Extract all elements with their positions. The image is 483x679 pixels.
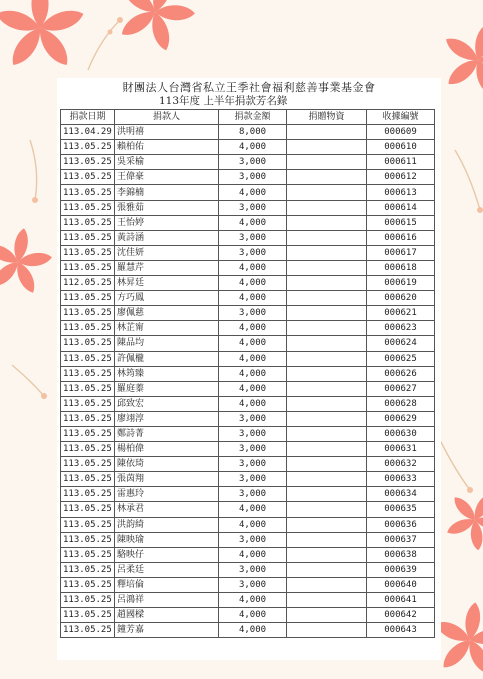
- cell-date: 113.05.25: [61, 321, 115, 336]
- cell-donor: 駱映仔: [115, 547, 219, 562]
- cell-donor: 邱致宏: [115, 396, 219, 411]
- table-row: [61, 426, 435, 441]
- cell-item: [287, 366, 367, 381]
- table-row: [61, 562, 435, 577]
- document-sheet: [57, 78, 441, 660]
- cell-item: [287, 276, 367, 291]
- cell-receipt: 000638: [367, 547, 435, 562]
- cell-amount: 4,000: [219, 291, 287, 306]
- column-header-donor: 捐款人: [115, 110, 219, 125]
- cell-receipt: 000618: [367, 260, 435, 275]
- table-row: [61, 547, 435, 562]
- cell-receipt: 000609: [367, 125, 435, 140]
- cell-amount: 4,000: [219, 336, 287, 351]
- cell-item: [287, 411, 367, 426]
- table-row: [61, 381, 435, 396]
- cell-amount: 3,000: [219, 562, 287, 577]
- cell-date: 113.05.25: [61, 170, 115, 185]
- cell-amount: 4,000: [219, 276, 287, 291]
- cell-receipt: 000634: [367, 487, 435, 502]
- table-row: [61, 608, 435, 623]
- document-title: 財團法人台灣省私立王季社會福利慈善事業基金會: [122, 81, 376, 94]
- cell-donor: 釋培倫: [115, 577, 219, 592]
- table-row: [61, 276, 435, 291]
- cell-date: 113.05.25: [61, 245, 115, 260]
- cell-donor: 方巧鳳: [115, 291, 219, 306]
- cell-date: 113.05.25: [61, 411, 115, 426]
- cell-date: 113.05.25: [61, 351, 115, 366]
- cell-receipt: 000628: [367, 396, 435, 411]
- cell-donor: 李錦楠: [115, 185, 219, 200]
- cell-donor: 林芷甯: [115, 321, 219, 336]
- cell-donor: 呂柔廷: [115, 562, 219, 577]
- table-body: [61, 125, 435, 638]
- cell-receipt: 000615: [367, 215, 435, 230]
- cell-amount: 3,000: [219, 230, 287, 245]
- cell-item: [287, 577, 367, 592]
- cell-date: 113.05.25: [61, 260, 115, 275]
- table-row: [61, 215, 435, 230]
- table-header-row: [61, 110, 435, 125]
- cell-receipt: 000626: [367, 366, 435, 381]
- cell-date: 113.05.25: [61, 215, 115, 230]
- cell-donor: 廖佩慈: [115, 306, 219, 321]
- cell-date: 113.05.25: [61, 291, 115, 306]
- cell-donor: 洪韵綺: [115, 517, 219, 532]
- cell-item: [287, 140, 367, 155]
- cell-donor: 羅庭蓁: [115, 381, 219, 396]
- cell-donor: 洪明禧: [115, 125, 219, 140]
- table-row: [61, 230, 435, 245]
- table-row: [61, 291, 435, 306]
- cell-amount: 3,000: [219, 411, 287, 426]
- cell-item: [287, 502, 367, 517]
- cell-donor: 王偉豪: [115, 170, 219, 185]
- cell-item: [287, 260, 367, 275]
- table-row: [61, 623, 435, 638]
- cell-date: 113.05.25: [61, 336, 115, 351]
- cell-receipt: 000635: [367, 502, 435, 517]
- cell-date: 113.04.29: [61, 125, 115, 140]
- cell-item: [287, 396, 367, 411]
- cell-amount: 4,000: [219, 185, 287, 200]
- cell-date: 113.05.25: [61, 426, 115, 441]
- table-row: [61, 155, 435, 170]
- cell-date: 113.05.25: [61, 532, 115, 547]
- table-row: [61, 502, 435, 517]
- cell-date: 113.05.25: [61, 155, 115, 170]
- cell-date: 113.05.25: [61, 381, 115, 396]
- cell-date: 112.05.25: [61, 276, 115, 291]
- cell-donor: 林承君: [115, 502, 219, 517]
- cell-receipt: 000632: [367, 457, 435, 472]
- cell-date: 113.05.25: [61, 230, 115, 245]
- cell-donor: 鄭詩菁: [115, 426, 219, 441]
- cell-item: [287, 230, 367, 245]
- cell-amount: 4,000: [219, 396, 287, 411]
- cell-amount: 4,000: [219, 623, 287, 638]
- cell-amount: 3,000: [219, 457, 287, 472]
- table-row: [61, 411, 435, 426]
- flower-icon: [0, 222, 58, 299]
- cell-date: 113.05.25: [61, 608, 115, 623]
- cell-date: 113.05.25: [61, 396, 115, 411]
- cell-item: [287, 200, 367, 215]
- cell-item: [287, 306, 367, 321]
- table-row: [61, 396, 435, 411]
- cell-item: [287, 608, 367, 623]
- column-header-amount: 捐款金額: [219, 110, 287, 125]
- table-row: [61, 472, 435, 487]
- cell-item: [287, 215, 367, 230]
- cell-amount: 4,000: [219, 547, 287, 562]
- cell-donor: 張茵翔: [115, 472, 219, 487]
- cell-amount: 4,000: [219, 502, 287, 517]
- cell-item: [287, 155, 367, 170]
- cell-receipt: 000620: [367, 291, 435, 306]
- column-header-receipt: 收據編號: [367, 110, 435, 125]
- table-row: [61, 442, 435, 457]
- cell-donor: 雷惠玲: [115, 487, 219, 502]
- cell-donor: 沈佳妍: [115, 245, 219, 260]
- cell-amount: 3,000: [219, 426, 287, 441]
- cell-amount: 3,000: [219, 442, 287, 457]
- cell-amount: 3,000: [219, 532, 287, 547]
- table-row: [61, 532, 435, 547]
- cell-date: 113.05.25: [61, 185, 115, 200]
- cell-receipt: 000636: [367, 517, 435, 532]
- cell-receipt: 000641: [367, 593, 435, 608]
- cell-amount: 4,000: [219, 381, 287, 396]
- cell-receipt: 000629: [367, 411, 435, 426]
- cell-item: [287, 517, 367, 532]
- cell-item: [287, 487, 367, 502]
- cell-receipt: 000642: [367, 608, 435, 623]
- cell-item: [287, 562, 367, 577]
- cell-amount: 4,000: [219, 366, 287, 381]
- cell-donor: 楊柏偉: [115, 442, 219, 457]
- cell-date: 113.05.25: [61, 140, 115, 155]
- cell-donor: 林昇廷: [115, 276, 219, 291]
- cell-item: [287, 593, 367, 608]
- cell-date: 113.05.25: [61, 623, 115, 638]
- cell-amount: 4,000: [219, 260, 287, 275]
- cell-item: [287, 472, 367, 487]
- cell-item: [287, 336, 367, 351]
- cell-donor: 羅慧芹: [115, 260, 219, 275]
- column-header-item: 捐贈物資: [287, 110, 367, 125]
- cell-item: [287, 381, 367, 396]
- cell-receipt: 000625: [367, 351, 435, 366]
- cell-item: [287, 457, 367, 472]
- cell-receipt: 000637: [367, 532, 435, 547]
- table-row: [61, 577, 435, 592]
- cell-receipt: 000630: [367, 426, 435, 441]
- cell-donor: 王怡婷: [115, 215, 219, 230]
- cell-amount: 3,000: [219, 155, 287, 170]
- cell-amount: 4,000: [219, 351, 287, 366]
- table-row: [61, 487, 435, 502]
- cell-item: [287, 321, 367, 336]
- cell-amount: 4,000: [219, 608, 287, 623]
- cell-donor: 許佩櫳: [115, 351, 219, 366]
- cell-donor: 賴柏佑: [115, 140, 219, 155]
- cell-donor: 黃詩涵: [115, 230, 219, 245]
- cell-amount: 3,000: [219, 306, 287, 321]
- cell-receipt: 000611: [367, 155, 435, 170]
- cell-receipt: 000614: [367, 200, 435, 215]
- cell-date: 113.05.25: [61, 562, 115, 577]
- cell-donor: 廖翊淳: [115, 411, 219, 426]
- cell-amount: 4,000: [219, 140, 287, 155]
- cell-receipt: 000612: [367, 170, 435, 185]
- cell-receipt: 000617: [367, 245, 435, 260]
- cell-item: [287, 125, 367, 140]
- cell-receipt: 000633: [367, 472, 435, 487]
- cell-item: [287, 291, 367, 306]
- cell-date: 113.05.25: [61, 487, 115, 502]
- table-row: [61, 351, 435, 366]
- table-row: [61, 140, 435, 155]
- cell-donor: 陳依琦: [115, 457, 219, 472]
- table-row: [61, 245, 435, 260]
- cell-receipt: 000639: [367, 562, 435, 577]
- table-row: [61, 200, 435, 215]
- cell-donor: 林筠臻: [115, 366, 219, 381]
- cell-receipt: 000631: [367, 442, 435, 457]
- cell-amount: 4,000: [219, 321, 287, 336]
- cell-amount: 3,000: [219, 200, 287, 215]
- donation-table: [60, 109, 435, 638]
- cell-date: 113.05.25: [61, 442, 115, 457]
- cell-item: [287, 623, 367, 638]
- table-row: [61, 517, 435, 532]
- column-header-date: 捐款日期: [61, 110, 115, 125]
- cell-date: 113.05.25: [61, 577, 115, 592]
- flower-icon: [105, 0, 207, 60]
- cell-donor: 吳采榆: [115, 155, 219, 170]
- cell-item: [287, 185, 367, 200]
- cell-item: [287, 547, 367, 562]
- table-row: [61, 593, 435, 608]
- cell-amount: 4,000: [219, 517, 287, 532]
- cell-item: [287, 170, 367, 185]
- cell-date: 113.05.25: [61, 502, 115, 517]
- cell-date: 113.05.25: [61, 593, 115, 608]
- cell-amount: 4,000: [219, 215, 287, 230]
- cell-donor: 陳映瑜: [115, 532, 219, 547]
- cell-amount: 3,000: [219, 170, 287, 185]
- cell-date: 113.05.25: [61, 306, 115, 321]
- cell-donor: 張雅茹: [115, 200, 219, 215]
- cell-amount: 3,000: [219, 487, 287, 502]
- cell-receipt: 000640: [367, 577, 435, 592]
- flower-icon: [0, 0, 86, 70]
- cell-donor: 陳品均: [115, 336, 219, 351]
- cell-receipt: 000613: [367, 185, 435, 200]
- table-row: [61, 260, 435, 275]
- cell-receipt: 000621: [367, 306, 435, 321]
- cell-receipt: 000643: [367, 623, 435, 638]
- table-row: [61, 185, 435, 200]
- table-row: [61, 321, 435, 336]
- cell-item: [287, 442, 367, 457]
- cell-date: 113.05.25: [61, 517, 115, 532]
- cell-amount: 8,000: [219, 125, 287, 140]
- table-row: [61, 306, 435, 321]
- cell-amount: 3,000: [219, 245, 287, 260]
- cell-receipt: 000619: [367, 276, 435, 291]
- table-row: [61, 125, 435, 140]
- cell-donor: 趙國樑: [115, 608, 219, 623]
- cell-donor: 鐘芳嘉: [115, 623, 219, 638]
- table-row: [61, 366, 435, 381]
- document-subtitle: 113年度 上半年捐款芳名錄: [159, 95, 288, 107]
- cell-date: 113.05.25: [61, 547, 115, 562]
- cell-date: 113.05.25: [61, 200, 115, 215]
- cell-date: 113.05.25: [61, 472, 115, 487]
- cell-receipt: 000616: [367, 230, 435, 245]
- cell-receipt: 000623: [367, 321, 435, 336]
- cell-receipt: 000627: [367, 381, 435, 396]
- cell-amount: 3,000: [219, 577, 287, 592]
- cell-item: [287, 426, 367, 441]
- cell-date: 113.05.25: [61, 366, 115, 381]
- table-row: [61, 457, 435, 472]
- cell-item: [287, 351, 367, 366]
- table-row: [61, 336, 435, 351]
- cell-item: [287, 532, 367, 547]
- table-row: [61, 170, 435, 185]
- cell-amount: 4,000: [219, 593, 287, 608]
- cell-amount: 3,000: [219, 472, 287, 487]
- cell-receipt: 000624: [367, 336, 435, 351]
- cell-receipt: 000610: [367, 140, 435, 155]
- cell-item: [287, 245, 367, 260]
- flower-icon: [434, 478, 483, 559]
- cell-date: 113.05.25: [61, 457, 115, 472]
- cell-donor: 呂鴻祥: [115, 593, 219, 608]
